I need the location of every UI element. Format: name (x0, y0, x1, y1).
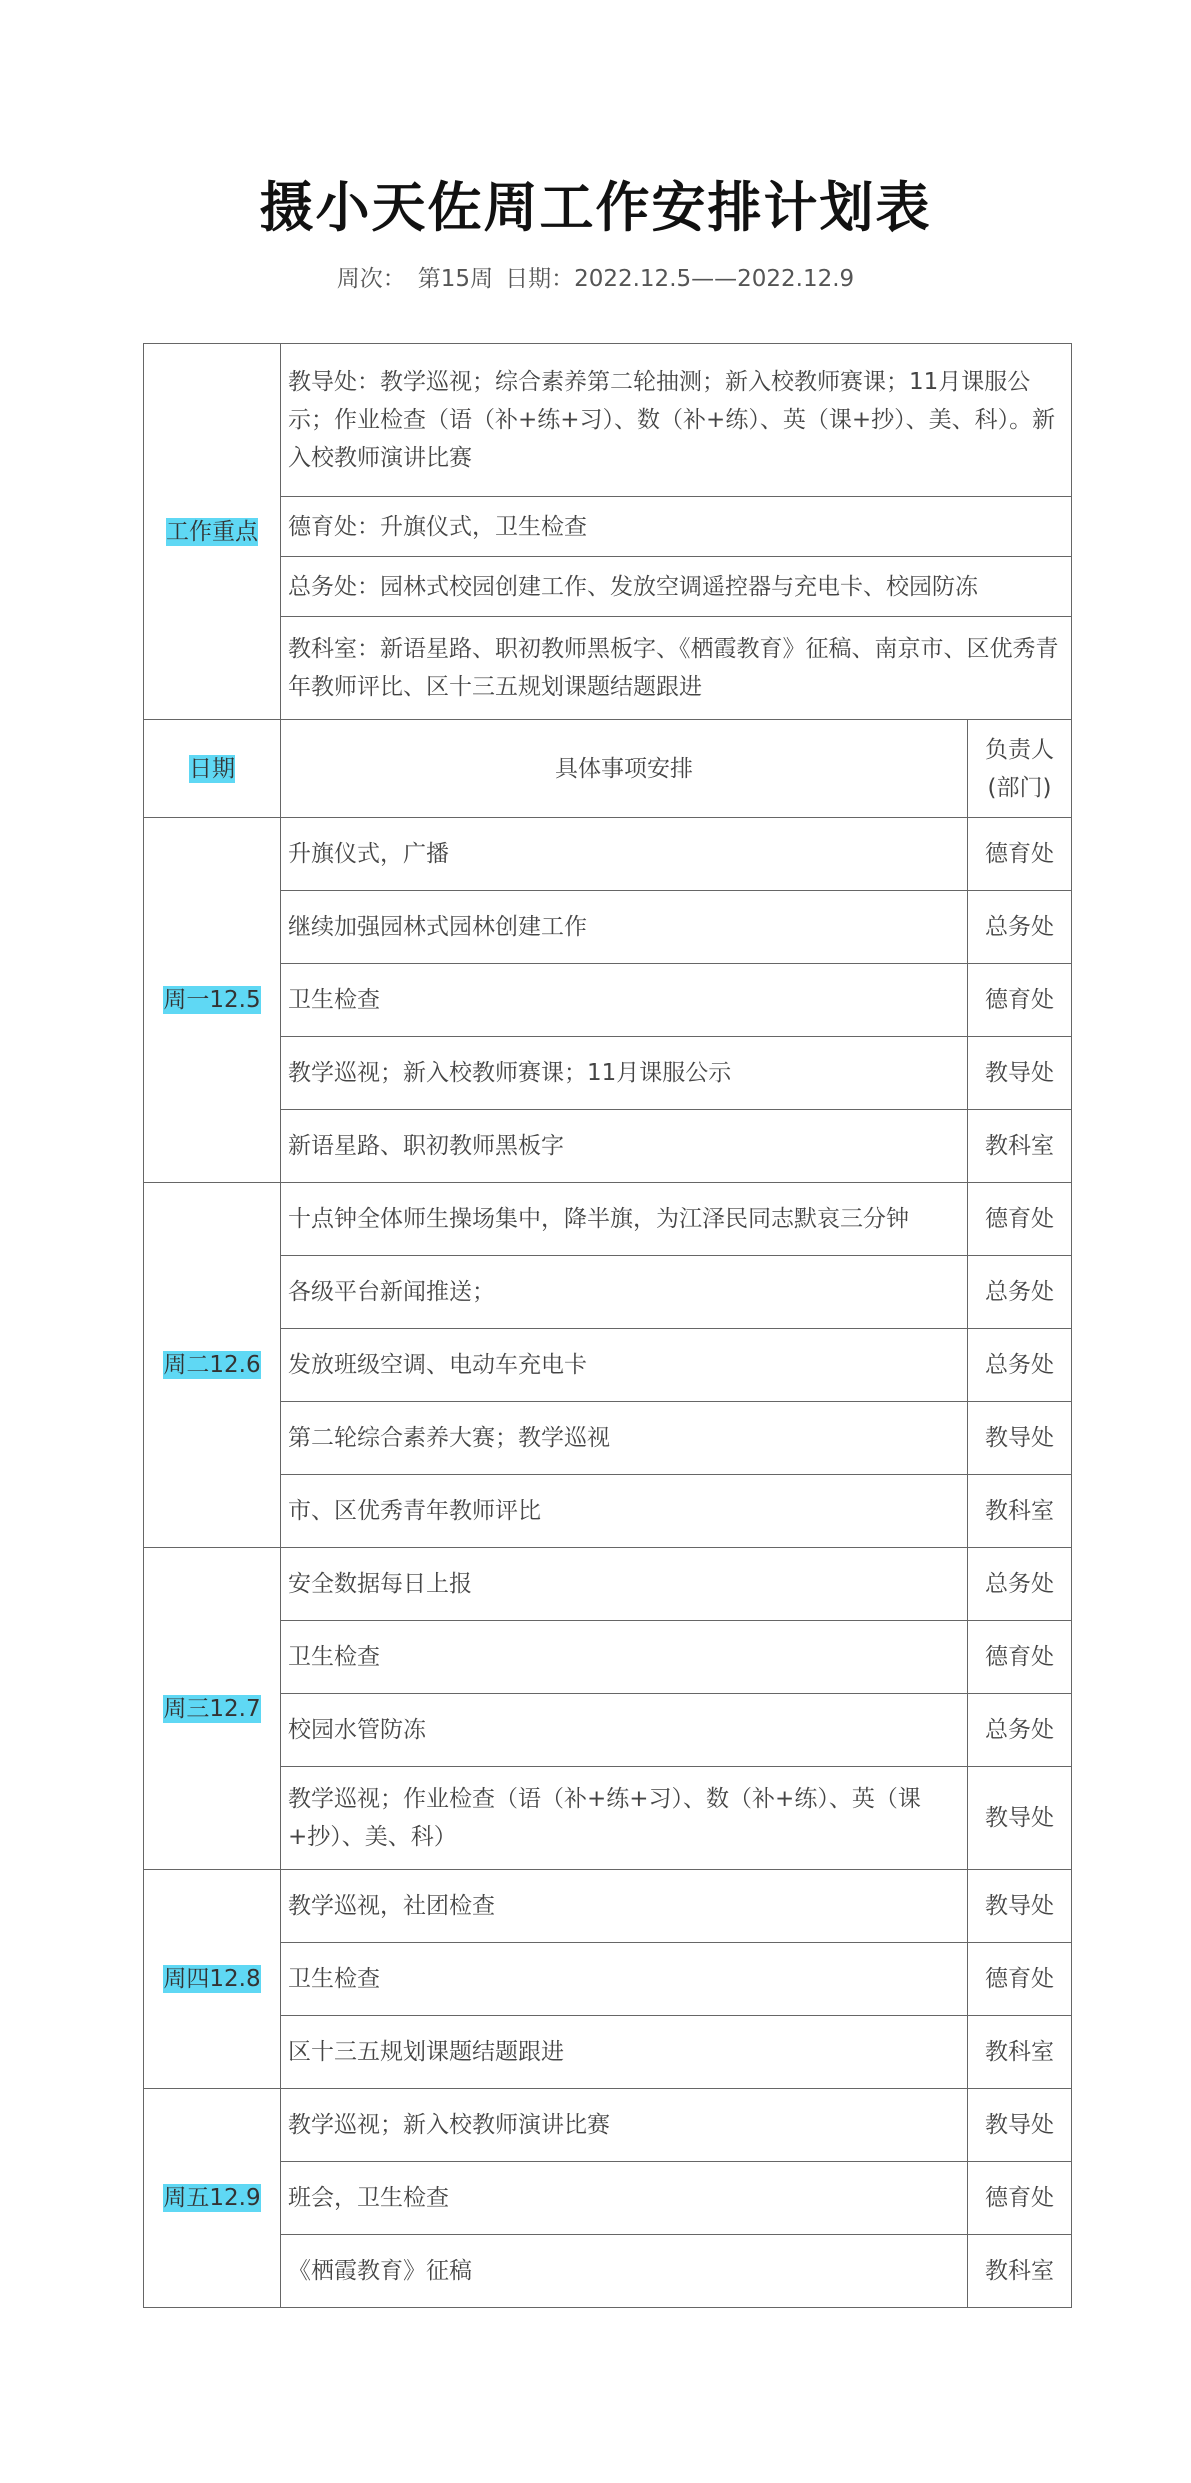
focus-row (144, 557, 1072, 617)
table-header-row (144, 720, 1072, 818)
header-task: 具体事项安排 (281, 720, 968, 818)
focus-row (144, 344, 1072, 497)
dept-cell: 德育处 (967, 1621, 1071, 1694)
dept-cell: 德育处 (967, 964, 1071, 1037)
day-label: 周三12.7 (163, 1695, 261, 1722)
dept-cell: 总务处 (967, 1694, 1071, 1767)
table-row (144, 1475, 1072, 1548)
day-label: 周四12.8 (163, 1966, 261, 1992)
day-label: 周二12.6 (163, 1352, 261, 1378)
day-label: 周一12.5 (163, 987, 261, 1013)
table-row (144, 1256, 1072, 1329)
task-cell: 校园水管防冻 (281, 1694, 968, 1767)
day-cell (144, 818, 281, 1183)
task-cell: 区十三五规划课题结题跟进 (281, 2016, 968, 2089)
page-title: 摄小天佐周工作安排计划表 (259, 176, 932, 239)
header-owner-line1: 负责人 (984, 736, 1054, 763)
table-row (144, 2162, 1072, 2235)
table-row (144, 2016, 1072, 2089)
table-row (144, 818, 1072, 891)
table-row (144, 964, 1072, 1037)
schedule-table (143, 343, 1072, 2308)
task-cell: 各级平台新闻推送； (281, 1256, 968, 1329)
dept-cell: 总务处 (967, 1256, 1071, 1329)
dept-cell: 教科室 (967, 2016, 1071, 2089)
table-row (144, 1329, 1072, 1402)
table-row (144, 1402, 1072, 1475)
task-cell: 卫生检查 (281, 1943, 968, 2016)
day-cell (144, 1183, 281, 1548)
dept-cell: 德育处 (967, 818, 1071, 891)
focus-item: 总务处：园林式校园创建工作、发放空调遥控器与充电卡、校园防冻 (281, 557, 1072, 617)
dept-cell: 教科室 (967, 1475, 1071, 1548)
dept-cell: 德育处 (967, 1943, 1071, 2016)
table-row (144, 891, 1072, 964)
table-row (144, 1183, 1072, 1256)
table-row (144, 1548, 1072, 1621)
dept-cell: 德育处 (967, 2162, 1071, 2235)
task-cell: 卫生检查 (281, 1621, 968, 1694)
date-value: 2022.12.5——2022.12.9 (574, 266, 855, 292)
dept-cell: 总务处 (967, 891, 1071, 964)
dept-cell: 教科室 (967, 1110, 1071, 1183)
task-cell: 市、区优秀青年教师评比 (281, 1475, 968, 1548)
table-row (144, 1694, 1072, 1767)
task-cell: 教学巡视；新入校教师赛课；11月课服公示 (281, 1037, 968, 1110)
week-label: 周次： (336, 266, 406, 292)
dept-cell: 教导处 (967, 2089, 1071, 2162)
table-row (144, 1767, 1072, 1870)
task-cell: 升旗仪式，广播 (281, 818, 968, 891)
task-cell: 安全数据每日上报 (281, 1548, 968, 1621)
dept-cell: 教导处 (967, 1767, 1071, 1870)
header-date-label: 日期 (189, 755, 235, 782)
day-label: 周五12.9 (163, 2185, 261, 2211)
focus-row (144, 617, 1072, 720)
date-label: 日期： (505, 266, 575, 292)
header-owner-line2: (部门) (987, 774, 1052, 801)
table-row (144, 1621, 1072, 1694)
dept-cell: 教导处 (967, 1037, 1071, 1110)
focus-label: 工作重点 (166, 518, 258, 545)
task-cell: 班会，卫生检查 (281, 2162, 968, 2235)
header-date (144, 720, 281, 818)
focus-row (144, 497, 1072, 557)
task-cell: 发放班级空调、电动车充电卡 (281, 1329, 968, 1402)
table-row (144, 1870, 1072, 1943)
week-date-line (0, 260, 1191, 293)
task-cell: 新语星路、职初教师黑板字 (281, 1110, 968, 1183)
focus-item: 教科室：新语星路、职初教师黑板字、《栖霞教育》征稿、南京市、区优秀青年教师评比、区十三五规划课题结题跟进 (281, 617, 1072, 720)
dept-cell: 总务处 (967, 1329, 1071, 1402)
task-cell: 教学巡视；作业检查（语（补+练+习）、数（补+练）、英（课+抄）、美、科） (281, 1767, 968, 1870)
task-cell: 教学巡视；新入校教师演讲比赛 (281, 2089, 968, 2162)
task-cell: 《栖霞教育》征稿 (281, 2235, 968, 2308)
day-cell (144, 2089, 281, 2308)
focus-item: 教导处：教学巡视；综合素养第二轮抽测；新入校教师赛课；11月课服公示；作业检查（语（补+练+习）、数（补+练）、英（课+抄）、美、科）。新入校教师演讲比赛 (281, 344, 1072, 497)
task-cell: 教学巡视，社团检查 (281, 1870, 968, 1943)
table-row (144, 1037, 1072, 1110)
table-row (144, 1943, 1072, 2016)
dept-cell: 教导处 (967, 1402, 1071, 1475)
task-cell: 继续加强园林式园林创建工作 (281, 891, 968, 964)
header-owner (967, 720, 1071, 818)
table-row (144, 2089, 1072, 2162)
focus-item: 德育处：升旗仪式，卫生检查 (281, 497, 1072, 557)
dept-cell: 教科室 (967, 2235, 1071, 2308)
day-cell (144, 1548, 281, 1870)
table-row (144, 2235, 1072, 2308)
week-value: 第15周 (417, 266, 494, 292)
dept-cell: 教导处 (967, 1870, 1071, 1943)
day-cell (144, 1870, 281, 2089)
task-cell: 卫生检查 (281, 964, 968, 1037)
table-row (144, 1110, 1072, 1183)
task-cell: 十点钟全体师生操场集中，降半旗，为江泽民同志默哀三分钟 (281, 1183, 968, 1256)
dept-cell: 总务处 (967, 1548, 1071, 1621)
task-cell: 第二轮综合素养大赛；教学巡视 (281, 1402, 968, 1475)
focus-label-cell (144, 344, 281, 720)
dept-cell: 德育处 (967, 1183, 1071, 1256)
